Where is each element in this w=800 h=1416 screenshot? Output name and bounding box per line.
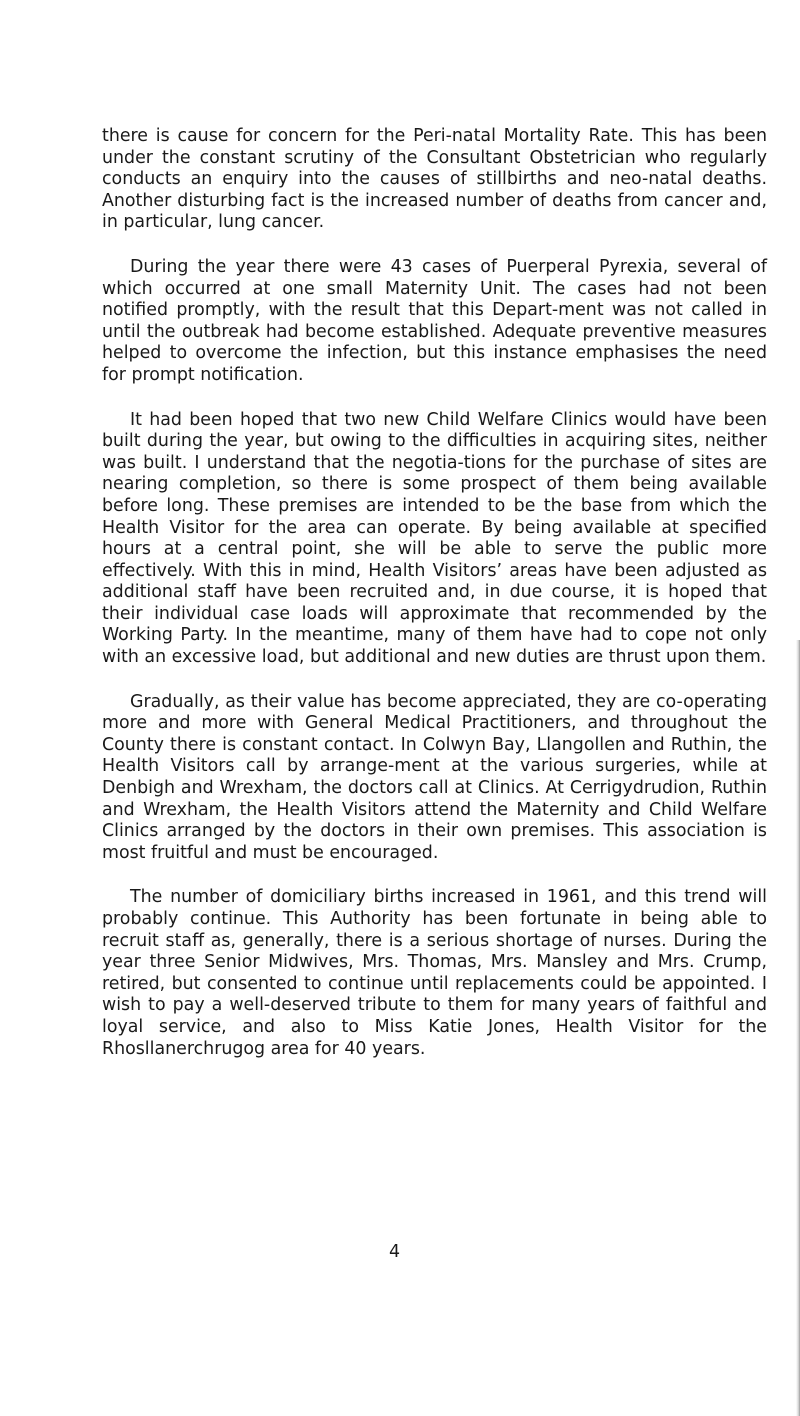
document-body: [102, 126, 767, 1083]
page-number: 4: [389, 1242, 401, 1262]
paragraph-child-welfare-clinics: It had been hoped that two new Child Welfare Clinics would have been built during the year, but owing to the difficulties in acquiring sites, neither was built. I understand that the negotia-tions for the purchase of sites are nearing completion, so there is some prospect of them being available before long. These premises are intended to be the base from which the Health Visitor for the area can operate. By being available at specified hours at a central point, she will be able to serve the public more effectively. With this in mind, Health Visitors’ areas have been adjusted as additional staff have been recruited and, in due course, it is hoped that their individual case loads will approximate that recommended by the Working Party. In the meantime, many of them have had to cope not only with an excessive load, but additional and new duties are thrust upon them.: [102, 409, 767, 668]
paragraph-general-practitioners: Gradually, as their value has become appreciated, they are co-operating more and more with General Medical Practitioners, and throughout the County there is constant contact. In Colwyn Bay, Llangollen and Ruthin, the Health Visitors call by arrange-ment at the various surgeries, while at Denbigh and Wrexham, the doctors call at Clinics. At Cerrigydrudion, Ruthin and Wrexham, the Health Visitors attend the Maternity and Child Welfare Clinics arranged by the doctors in their own premises. This association is most fruitful and must be encouraged.: [102, 691, 767, 863]
paragraph-domiciliary-births: The number of domiciliary births increased in 1961, and this trend will probably continue. This Authority has been fortunate in being able to recruit staff as, generally, there is a serious shortage of nurses. During the year three Senior Midwives, Mrs. Thomas, Mrs. Mansley and Mrs. Crump, retired, but consented to continue until replacements could be appointed. I wish to pay a well-deserved tribute to them for many years of faithful and loyal service, and also to Miss Katie Jones, Health Visitor for the Rhosllanerchrugog area for 40 years.: [102, 887, 767, 1059]
page-edge-shadow: [796, 640, 800, 1416]
paragraph-perinatal-mortality: there is cause for concern for the Peri-natal Mortality Rate. This has been under the constant scrutiny of the Consultant Obstetrician who regularly conducts an enquiry into the causes of stillbirths and neo-natal deaths. Another disturbing fact is the increased number of deaths from cancer and, in particular, lung cancer.: [102, 126, 767, 233]
paragraph-puerperal-pyrexia: During the year there were 43 cases of Puerperal Pyrexia, several of which occurred at one small Maternity Unit. The cases had not been notified promptly, with the result that this Depart-ment was not called in until the outbreak had become established. Adequate preventive measures helped to overcome the infection, but this instance emphasises the need for prompt notification.: [102, 256, 767, 385]
